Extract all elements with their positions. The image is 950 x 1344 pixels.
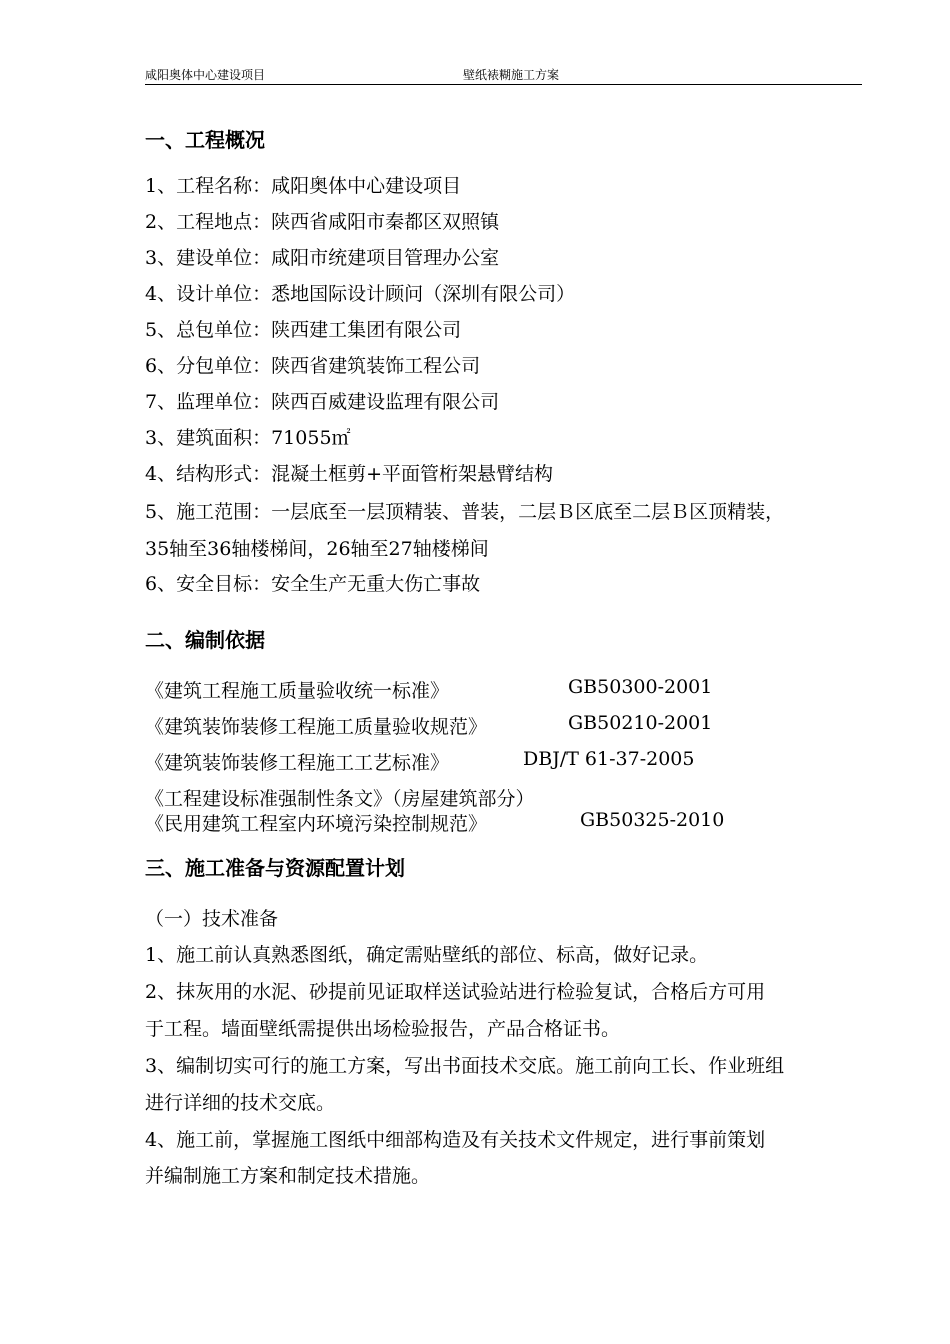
header-document-title: 壁纸裱糊施工方案 [463, 68, 560, 82]
reference-name: 《工程建设标准强制性条文》（房屋建筑部分） [145, 788, 535, 810]
reference-standard [145, 784, 535, 811]
overview-line: 4、设计单位：悉地国际设计顾问（深圳有限公司） [145, 283, 576, 305]
section-2-heading: 二、编制依据 [145, 628, 265, 652]
preparation-line: 于工程。墙面壁纸需提供出场检验报告，产品合格证书。 [145, 1018, 621, 1040]
reference-standard [145, 748, 695, 775]
section-1-heading: 一、工程概况 [145, 128, 265, 152]
reference-standard [145, 676, 713, 703]
overview-line: 3、建设单位：咸阳市统建项目管理办公室 [145, 247, 500, 269]
reference-standard [145, 712, 713, 739]
reference-standard [145, 809, 725, 836]
preparation-line: 2、抹灰用的水泥、砂提前见证取样送试验站进行检验复试，合格后方可用 [145, 981, 766, 1003]
reference-name: 《建筑装饰装修工程施工工艺标准》 [145, 752, 450, 774]
overview-line: 2、工程地点：陕西省咸阳市秦都区双照镇 [145, 211, 500, 233]
overview-line: 5、总包单位：陕西建工集团有限公司 [145, 319, 462, 341]
overview-line: 3、建筑面积：71055㎡ [145, 427, 351, 449]
reference-code: GB50210-2001 [568, 712, 713, 734]
overview-line: 6、安全目标：安全生产无重大伤亡事故 [145, 573, 481, 595]
reference-code: GB50300-2001 [568, 676, 713, 698]
overview-line: 1、工程名称：咸阳奥体中心建设项目 [145, 175, 462, 197]
preparation-line: 4、施工前，掌握施工图纸中细部构造及有关技术文件规定，进行事前策划 [145, 1129, 766, 1151]
overview-line: 7、监理单位：陕西百威建设监理有限公司 [145, 391, 500, 413]
reference-code: GB50325-2010 [580, 809, 725, 831]
subsection-heading: （一）技术准备 [145, 908, 279, 930]
preparation-line: 1、施工前认真熟悉图纸，确定需贴壁纸的部位、标高，做好记录。 [145, 944, 709, 966]
overview-line: 35轴至36轴楼梯间，26轴至27轴楼梯间 [145, 538, 489, 560]
preparation-line: 并编制施工方案和制定技术措施。 [145, 1165, 431, 1187]
overview-line: 6、分包单位：陕西省建筑装饰工程公司 [145, 355, 481, 377]
overview-line: 4、结构形式：混凝土框剪+平面管桁架悬臂结构 [145, 463, 554, 485]
header-project-name: 咸阳奥体中心建设项目 [145, 68, 266, 82]
preparation-line: 3、编制切实可行的施工方案，写出书面技术交底。施工前向工长、作业班组 [145, 1055, 785, 1077]
reference-code: DBJ/T 61-37-2005 [523, 748, 695, 770]
reference-name: 《建筑工程施工质量验收统一标准》 [145, 680, 450, 702]
section-3-heading: 三、施工准备与资源配置计划 [145, 856, 405, 880]
reference-name: 《民用建筑工程室内环境污染控制规范》 [145, 813, 488, 835]
preparation-line: 进行详细的技术交底。 [145, 1092, 336, 1114]
overview-line: 5、施工范围：一层底至一层顶精装、普装，二层Ｂ区底至二层Ｂ区顶精装， [145, 501, 785, 523]
reference-name: 《建筑装饰装修工程施工质量验收规范》 [145, 716, 488, 738]
page-header [145, 66, 862, 85]
